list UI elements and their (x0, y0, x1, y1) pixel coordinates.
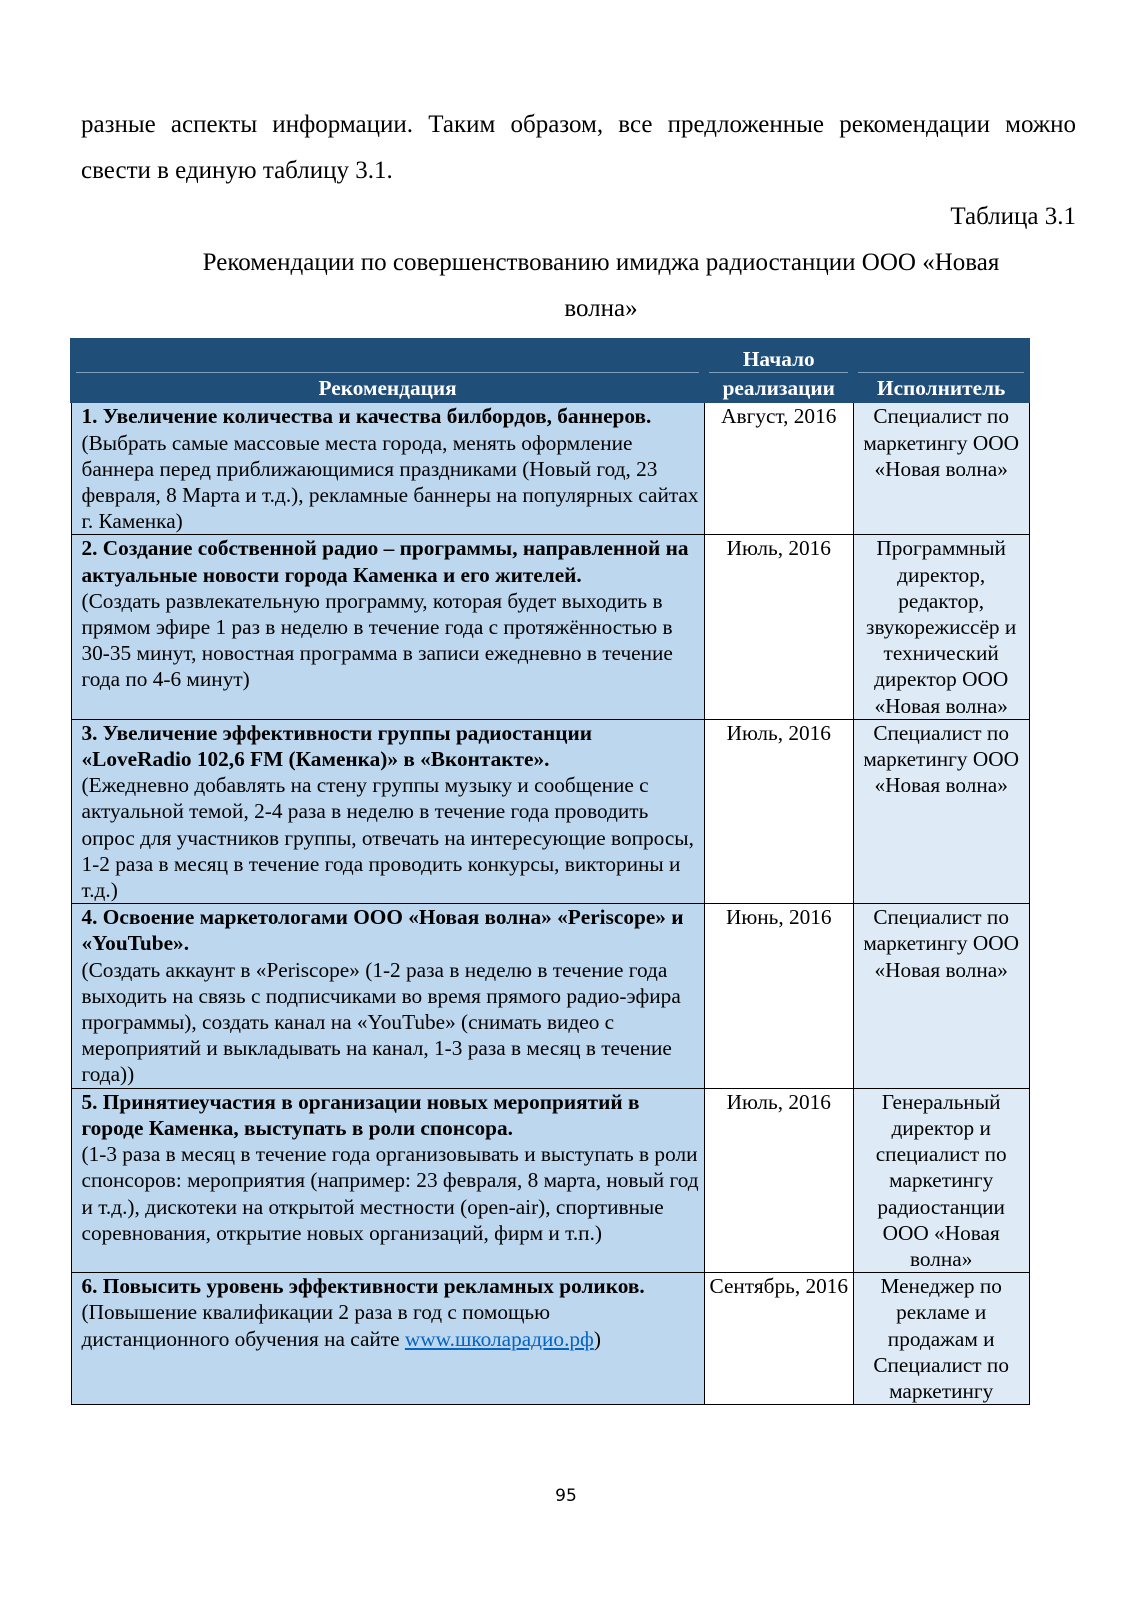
executor-cell: Специалист по маркетингу ООО «Новая волна» (853, 719, 1029, 903)
table-row (71, 535, 1029, 719)
table-row (71, 719, 1029, 903)
table-row (71, 1088, 1029, 1272)
recommendation-cell (71, 1273, 704, 1405)
recommendations-table (70, 338, 1030, 1405)
start-date-cell: Сентябрь, 2016 (704, 1273, 853, 1405)
executor-cell: Менеджер по рекламе и продажам и Специалист по маркетингу (853, 1273, 1029, 1405)
recommendation-cell (71, 1088, 704, 1272)
website-link[interactable]: www.школарадио.рф (404, 1326, 594, 1351)
page-number: 95 (555, 1486, 577, 1506)
header-executor-label: Исполнитель (858, 372, 1024, 401)
body-paragraph (81, 102, 1076, 194)
recommendation-description-end: ) (593, 1326, 601, 1351)
recommendation-title: 3. Увеличение эффективности группы радиостанции «LoveRadio 102,6 FM (Каменка)» в «Вконтакте». (81, 720, 593, 772)
recommendation-description: (Создать развлекательную программу, которая будет выходить в прямом эфире 1 раз в неделю в течение года с протяжённостью в 30-35 минут, новостная программа в записи ежедневно в течение года по 4-6 минут) (81, 588, 673, 692)
table-row (71, 904, 1029, 1088)
start-date-cell: Июль, 2016 (704, 535, 853, 719)
recommendation-title: 2. Создание собственной радио – программы, направленной на актуальные новости города Каменка и его жителей. (81, 536, 689, 587)
recommendation-description: (Создать аккаунт в «Periscope» (1-2 раза в неделю в течение года выходить на связь с подписчиками во время прямого радио-эфира программы), создать канал на «YouTube» (снимать видео с мероприятий и выкладывать на канал, 1-3 раза в месяц в течение года)) (81, 957, 681, 1087)
caption-line-2: волна» (564, 295, 638, 322)
header-recommendation (71, 339, 704, 402)
table-number-label: Таблица 3.1 (950, 203, 1076, 230)
recommendation-title: 5. Принятиеучастия в организации новых мероприятий в городе Каменка, выступать в роли спонсора. (81, 1089, 640, 1140)
start-date-cell: Июль, 2016 (704, 719, 853, 903)
start-date-cell: Июль, 2016 (704, 1088, 853, 1272)
header-recommendation-label: Рекомендация (76, 372, 699, 401)
recommendation-title: 6. Повысить уровень эффективности рекламных роликов. (81, 1274, 645, 1299)
header-start (704, 339, 853, 402)
recommendation-description-start: (Повышение квалификации 2 раза в год с помощью дистанционного обучения на сайте (81, 1300, 550, 1351)
executor-cell: Специалист по маркетингу ООО «Новая волна» (853, 904, 1029, 1088)
header-executor (853, 339, 1029, 402)
executor-cell: Генеральный директор и специалист по маркетингу радиостанции ООО «Новая волна» (853, 1088, 1029, 1272)
recommendation-description: (1-3 раза в месяц в течение года организовывать и выступать в роли спонсоров: мероприятия (например: 23 февраля, 8 марта, новый год и т.д.), дискотеки на открытой местности (open-air), спортивные соревнования, открытие новых организаций, фирм и т.п.) (81, 1142, 699, 1245)
executor-cell: Программный директор, редактор, звукорежиссёр и технический директор ООО «Новая волна» (853, 535, 1029, 719)
recommendation-title: 4. Освоение маркетологами ООО «Новая волна» «Periscope» и «YouTube». (81, 905, 684, 956)
recommendation-description: (Ежедневно добавлять на стену группы музыку и сообщение с актуальной темой, 2-4 раза в неделю в течение года проводить опрос для участников группы, отвечать на интересующие вопросы, 1-2 раза в месяц в течение года проводить конкурсы, викторины и т.д.) (81, 773, 694, 903)
recommendation-cell (71, 904, 704, 1088)
header-start-line-2: реализации (709, 372, 848, 401)
start-date-cell: Июнь, 2016 (704, 904, 853, 1088)
table-row (71, 1273, 1029, 1405)
recommendation-cell (71, 719, 704, 903)
start-date-cell: Август, 2016 (704, 402, 853, 535)
recommendation-cell (71, 402, 704, 535)
table-row (71, 402, 1029, 535)
recommendation-cell (71, 535, 704, 719)
table-header-row (71, 339, 1029, 402)
recommendation-description: (Выбрать самые массовые места города, менять оформление баннера перед приближающимися праздниками (Новый год, 23 февраля, 8 Марта и т.д.), рекламные баннеры на популярных сайтах г. Каменка) (81, 430, 699, 534)
executor-cell: Специалист по маркетингу ООО «Новая волна» (853, 402, 1029, 535)
table-caption (120, 240, 1082, 332)
caption-line-1: Рекомендации по совершенствованию имиджа радиостанции ООО «Новая (202, 249, 1000, 276)
paragraph-line-2: свести в единую таблицу 3.1. (81, 157, 393, 184)
recommendation-title: 1. Увеличение количества и качества билбордов, баннеров. (81, 404, 652, 429)
paragraph-line-1: разные аспекты информации. Таким образом, все предложенные рекомендации можно (81, 111, 1076, 138)
header-start-line-1: Начало (742, 347, 815, 371)
